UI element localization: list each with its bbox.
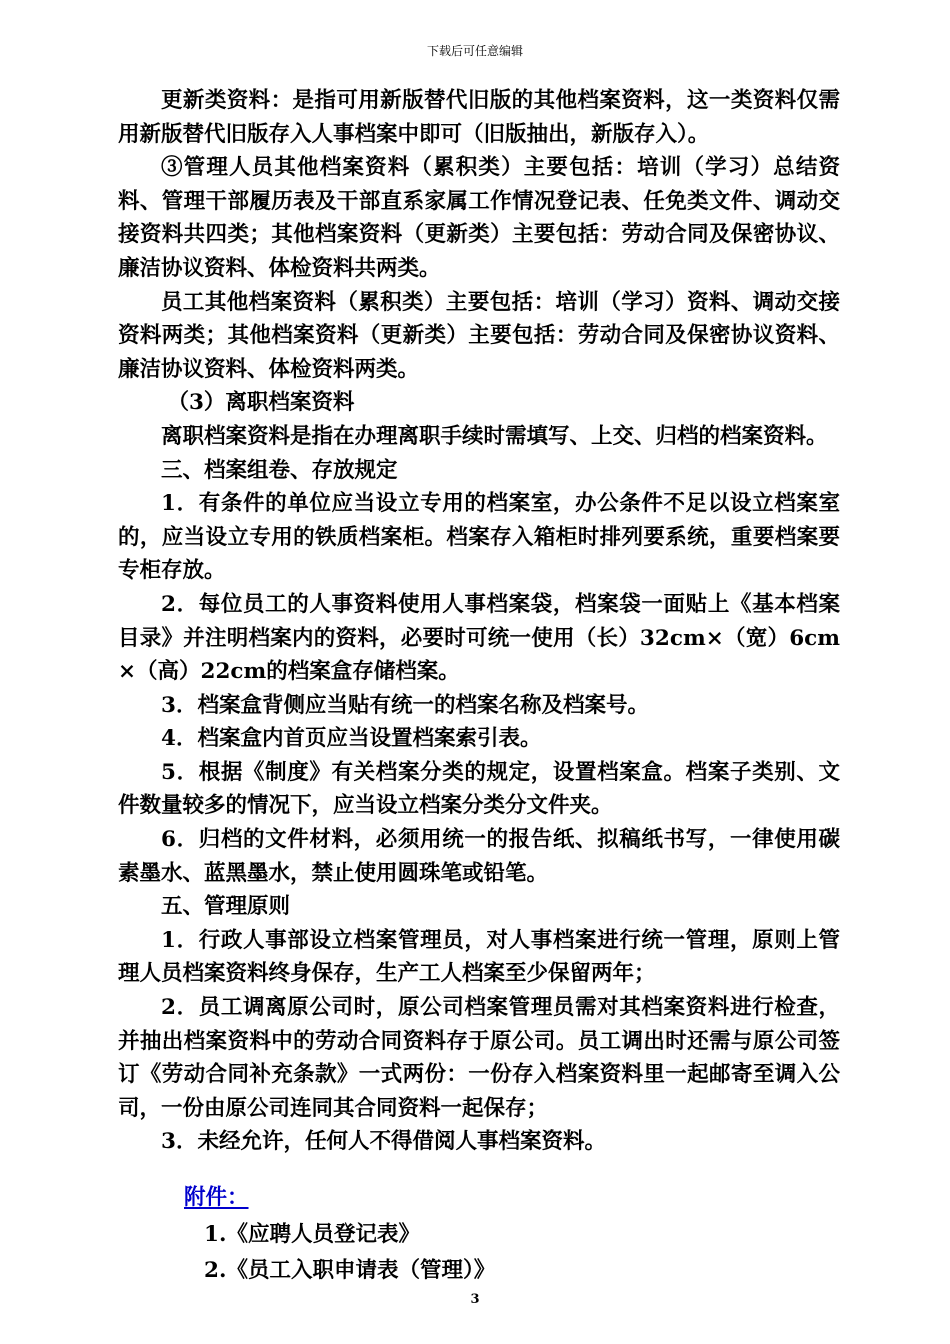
paragraph-storage-6: 6．归档的文件材料，必须用统一的报告纸、拟稿纸书写，一律使用碳素墨水、蓝黑墨水，禁止使用圆珠笔或铅笔。: [118, 827, 840, 886]
paragraph-manager-archives: ③管理人员其他档案资料（累积类）主要包括：培训（学习）总结资料、管理干部履历表及干部直系家属工作情况登记表、任免类文件、调动交接资料共四类；其他档案资料（更新类）主要包括：劳动合同及保密协议、廉洁协议资料、体检资料共两类。: [118, 155, 840, 281]
attachments-title-text: 附件：: [184, 1185, 249, 1210]
attachment-item-2: 2.《员工入职申请表（管理）》: [204, 1258, 496, 1284]
paragraph-principle-2: 2．员工调离原公司时，原公司档案管理员需对其档案资料进行检查，并抽出档案资料中的劳动合同资料存于原公司。员工调出时还需与原公司签订《劳动合同补充条款》一式两份：一份存入档案资料里一起邮寄至调入公司，一份由原公司连同其合同资料一起保存；: [118, 995, 840, 1121]
section-heading-principles: 五、管理原则: [161, 894, 291, 920]
section-heading-storage: 三、档案组卷、存放规定: [161, 457, 398, 483]
paragraph-storage-3: 3．档案盒背侧应当贴有统一的档案名称及档案号。: [161, 692, 649, 718]
attachments-title: [184, 1181, 840, 1215]
paragraph-resignation-archives: 离职档案资料是指在办理离职手续时需填写、上交、归档的档案资料。: [161, 423, 828, 449]
paragraph-update-type: 更新类资料：是指可用新版替代旧版的其他档案资料，这一类资料仅需用新版替代旧版存入人事档案中即可（旧版抽出，新版存入）。: [118, 88, 840, 147]
paragraph-storage-2: 2．每位员工的人事资料使用人事档案袋，档案袋一面贴上《基本档案目录》并注明档案内的资料，必要时可统一使用（长）32cm×（宽）6cm×（高）22cm的档案盒存储档案。: [118, 591, 840, 685]
paragraph-employee-archives: 员工其他档案资料（累积类）主要包括：培训（学习）资料、调动交接资料两类；其他档案资料（更新类）主要包括：劳动合同及保密协议资料、廉洁协议资料、体检资料两类。: [118, 289, 840, 382]
paragraph-principle-1: 1．行政人事部设立档案管理员，对人事档案进行统一管理，原则上管理人员档案资料终身保存，生产工人档案至少保留两年；: [118, 927, 840, 987]
attachment-item-1: 1.《应聘人员登记表》: [204, 1221, 420, 1247]
document-body: [118, 84, 840, 1288]
paragraph-storage-4: 4．档案盒内首页应当设置档案索引表。: [161, 726, 542, 752]
section-heading-resignation: （3）离职档案资料: [167, 390, 355, 416]
page-header: 下载后可任意编辑: [426, 44, 523, 58]
paragraph-principle-3: 3．未经允许，任何人不得借阅人事档案资料。: [161, 1129, 606, 1155]
paragraph-storage-1: 1．有条件的单位应当设立专用的档案室，办公条件不足以设立档案室的，应当设立专用的铁质档案柜。档案存入箱柜时排列要系统，重要档案要专柜存放。: [118, 491, 840, 584]
paragraph-storage-5: 5．根据《制度》有关档案分类的规定，设置档案盒。档案子类别、文件数量较多的情况下，应当设立档案分类分文件夹。: [118, 759, 840, 819]
page-number: 3: [470, 1292, 480, 1307]
